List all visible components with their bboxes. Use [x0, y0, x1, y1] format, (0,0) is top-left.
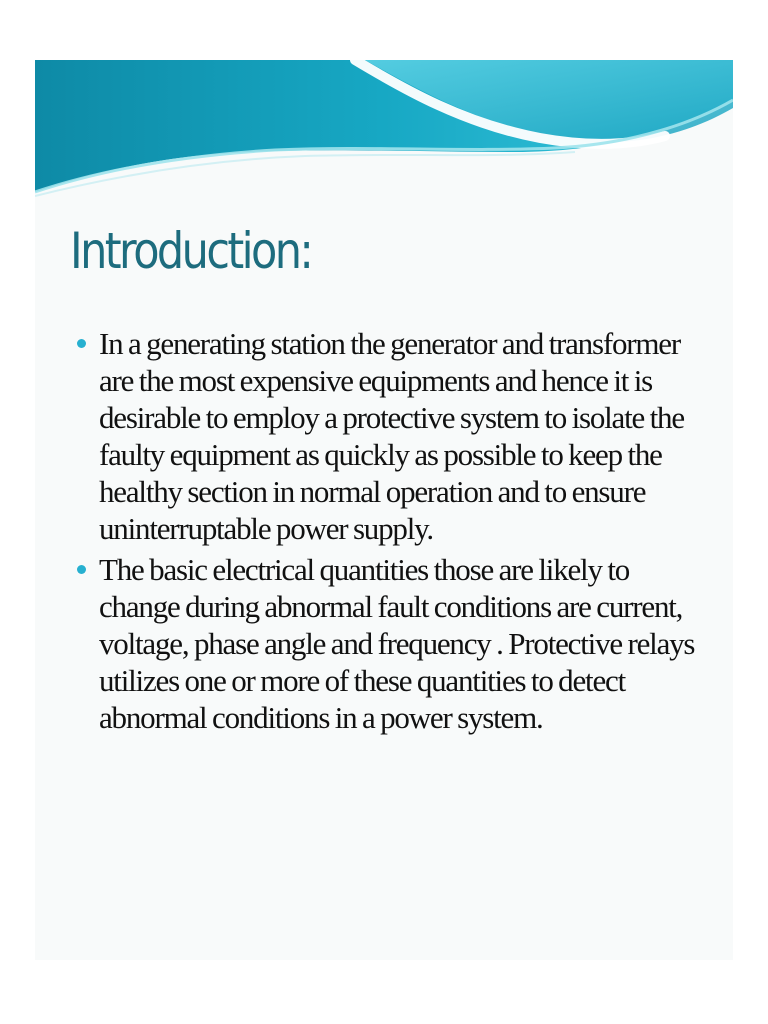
- wave-banner: [35, 60, 733, 200]
- bullet-dot-icon: [77, 565, 86, 574]
- bullet-text: In a generating station the generator and transformer are the most expensive equipments and hence it is desirable to employ a protective system to isolate the faulty equipment as quickly as possible to keep the healthy section in normal operation and to ensure uninterruptable power supply.: [99, 326, 684, 546]
- bullet-item: [77, 325, 699, 547]
- bullet-dot-icon: [77, 339, 86, 348]
- slide: [35, 60, 733, 960]
- bullet-text: The basic electrical quantities those are likely to change during abnormal fault conditions are current, voltage, phase angle and frequency . Protective relays utilizes one or more of these quantities to detect abnormal conditions in a power system.: [99, 552, 695, 735]
- slide-title: Introduction:: [70, 222, 312, 280]
- bullet-item: [77, 551, 699, 736]
- bullet-list: [77, 325, 699, 740]
